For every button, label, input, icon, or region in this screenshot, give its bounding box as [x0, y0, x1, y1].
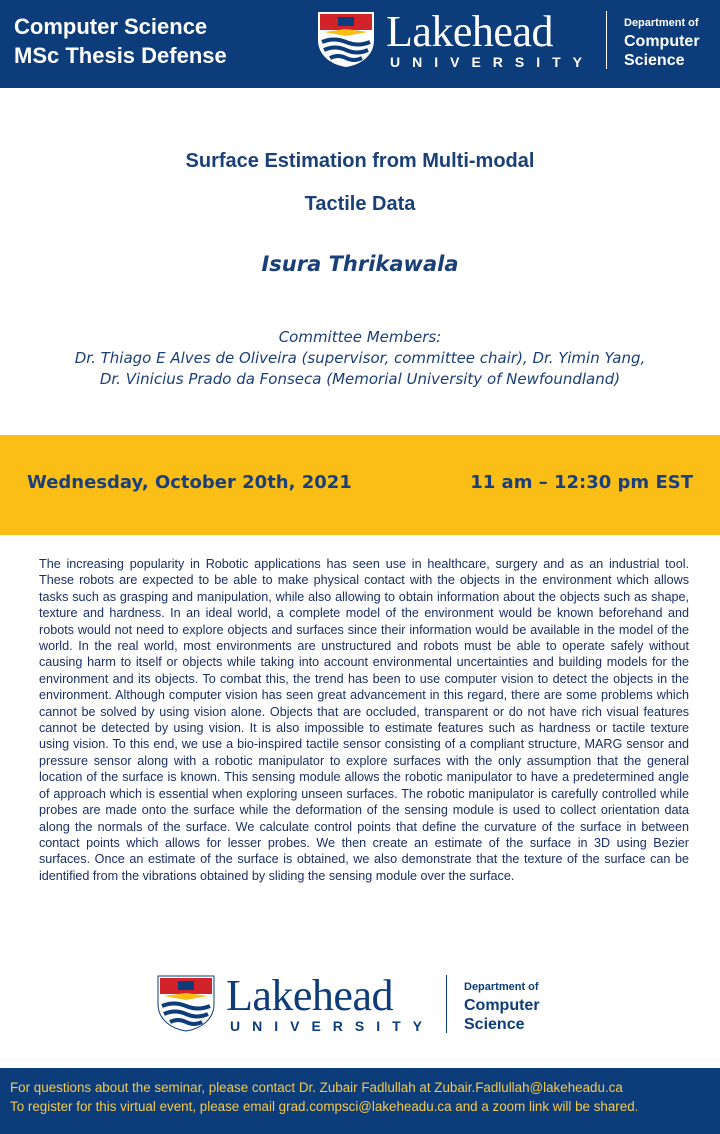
logo-divider: [446, 975, 447, 1033]
footer-register-line: To register for this virtual event, please email grad.compsci@lakeheadu.ca and a zoom link will be shared.: [10, 1099, 639, 1114]
logo-dept-prefix: Department of: [624, 17, 699, 29]
footer-university-logo: [156, 972, 576, 1038]
logo-dept-name: [624, 32, 700, 70]
logo-dept-name: [464, 996, 540, 1034]
committee-line1: Dr. Thiago E Alves de Oliveira (supervisor, committee chair), Dr. Yimin Yang,: [74, 349, 646, 367]
thesis-title-line2: Tactile Data: [304, 193, 416, 215]
logo-divider: [606, 11, 607, 69]
thesis-title-line1: Surface Estimation from Multi-modal: [185, 150, 535, 172]
logo-dept-prefix: Department of: [464, 981, 539, 993]
logo-dept-line1: Computer: [464, 997, 540, 1014]
logo-wordmark: Lakehead: [226, 971, 393, 1020]
logo-dept-line2: Science: [464, 1016, 525, 1033]
event-type-line2: MSc Thesis Defense: [14, 43, 227, 68]
logo-dept-line1: Computer: [624, 33, 700, 50]
presenter-name: Isura Thrikawala: [261, 252, 459, 276]
committee-line2: Dr. Vinicius Prado da Fonseca (Memorial University of Newfoundland): [99, 370, 621, 388]
logo-subtext: UNIVERSITY: [230, 1018, 435, 1034]
schedule-band: [0, 435, 720, 535]
lakehead-crest-icon: [316, 10, 376, 68]
event-type-line1: Computer Science: [14, 14, 208, 39]
committee-block: [0, 327, 720, 390]
thesis-title: [0, 140, 720, 226]
header-university-logo: [316, 8, 716, 74]
header-banner: [0, 0, 720, 88]
logo-wordmark: Lakehead: [386, 7, 553, 56]
abstract-text: The increasing popularity in Robotic applications has seen use in healthcare, surgery and as an industrial tool. These robots are expected to be able to make physical contact with the objects in the environment which allows tasks such as grasping and manipulation, while also allowing to obtain information about the objects such as shape, texture and hardness. In an ideal world, a complete model of the environment would be known beforehand and robots would not need to explore objects and surfaces since their information would be available in the model of the world. In the real world, most environments are unstructured and robots must be able to operate safely without causing harm to itself or objects while taking into account environmental uncertainties and building models for the environment and its objects. To combat this, the trend has been to use computer vision to detect the objects in the environment. Although computer vision has seen great advancement in this regard, there are some problems which cannot be solved by using vision alone. Objects that are occluded, transparent or do not have rich visual features cannot be detected by using vision. It is also impossible to estimate features such as hardness or tactile texture using vision. To this end, we use a bio-inspired tactile sensor consisting of a compliant structure, MARG sensor and pressure sensor along with a robotic manipulator to explore surfaces with the only assumption that the general location of the surface is known. This sensing module allows the robotic manipulator to have a predetermined angle of approach which is essential when exploring unseen surfaces. The robotic manipulator is carefully controlled while probes are made onto the surface while the deformation of the sensing module is used to collect orientation data along the normals of the surface. We calculate control points that define the curvature of the surface in between contact points which allows for lesser probes. We then create an estimate of the surface in 3D using Bezier surfaces. Once an estimate of the surface is obtained, we also demonstrate that the texture of the surface can be identified from the vibrations obtained by sliding the sensing module over the surface.: [39, 557, 689, 883]
committee-label: Committee Members:: [278, 328, 442, 346]
event-type-heading: [14, 12, 227, 70]
footer-contact-line: For questions about the seminar, please contact Dr. Zubair Fadlullah at Zubair.Fadlullah@lakeheadu.ca: [10, 1080, 623, 1095]
logo-subtext: UNIVERSITY: [390, 54, 595, 70]
lakehead-crest-icon: [156, 974, 216, 1032]
event-date: Wednesday, October 20th, 2021: [27, 472, 352, 493]
footer-banner: [0, 1068, 720, 1134]
event-time: 11 am – 12:30 pm EST: [470, 472, 693, 493]
logo-dept-line2: Science: [624, 52, 685, 69]
